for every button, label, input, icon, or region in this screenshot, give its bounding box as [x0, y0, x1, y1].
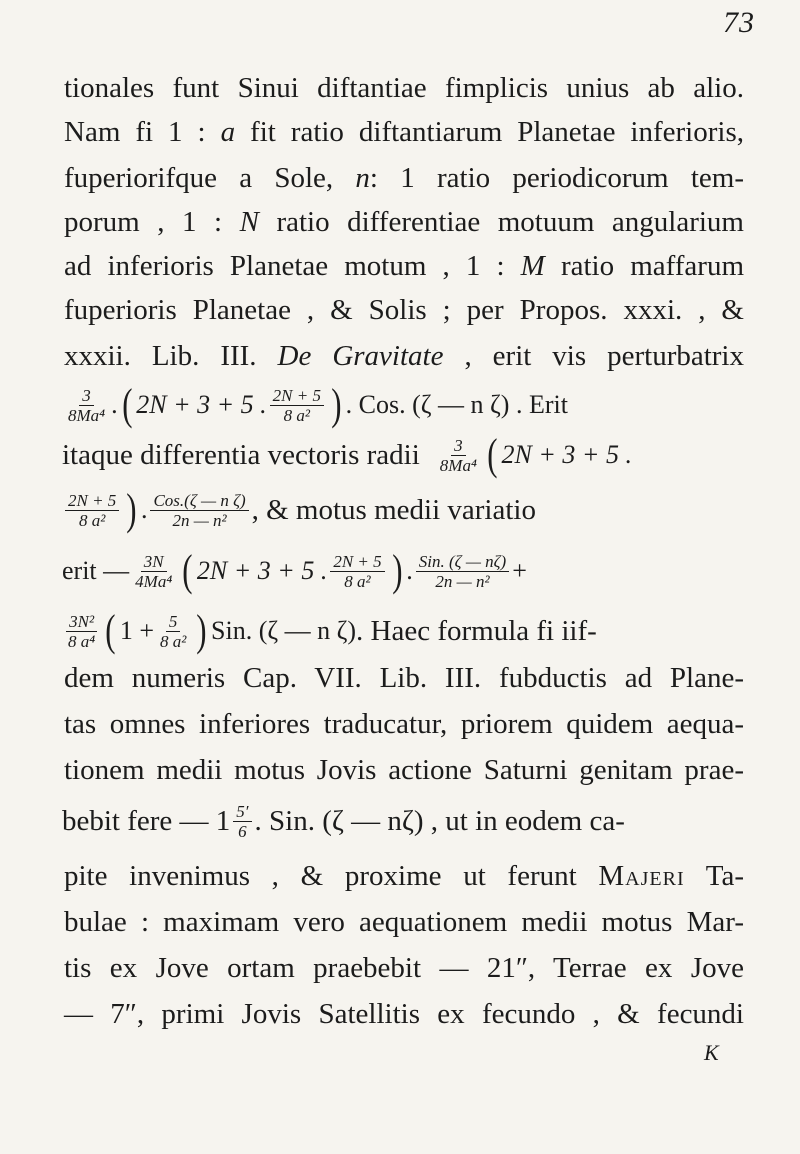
- numerator: Sin. (ζ — nζ): [416, 552, 509, 572]
- left-paren: (: [105, 606, 116, 655]
- text-span: Ta-: [684, 860, 744, 892]
- text-span: . Sin. (ζ — nζ) , ut in eodem ca-: [254, 804, 625, 837]
- text-line-3: [64, 160, 744, 196]
- numerator: 3: [451, 436, 466, 456]
- text-span: Nam fi 1 :: [64, 116, 221, 148]
- text-line-4: [64, 204, 744, 240]
- text-line-18: bulae : maximam vero aequationem medii motus Mar-: [64, 906, 744, 938]
- left-paren: (: [121, 380, 133, 429]
- denominator: 8Ma⁴: [439, 455, 477, 475]
- text-line-6: fuperioris Planetae , & Solis ; per Propos. xxxi. , &: [64, 294, 744, 326]
- text-span: porum , 1 :: [64, 206, 240, 238]
- fraction: [65, 612, 98, 651]
- author-name: Majeri: [598, 860, 685, 892]
- denominator: 8 a²: [344, 571, 371, 591]
- text-span: bebit fere — 1: [62, 804, 231, 837]
- text-span: pite invenimus , & proxime ut ferunt: [64, 860, 599, 892]
- denominator: 6: [238, 821, 247, 841]
- text-span: xxxii. Lib. III.: [64, 340, 278, 372]
- expression: 2N + 3 + 5 .: [136, 390, 267, 419]
- var-n: n: [355, 162, 370, 194]
- numerator: 2N + 5: [330, 552, 384, 572]
- var-N: N: [239, 206, 259, 238]
- var-M: M: [520, 250, 545, 282]
- text-line-19: tis ex Jove ortam praebebit — 21″, Terrae ex Jove: [64, 952, 744, 984]
- dot: .: [406, 556, 413, 585]
- text-span: fit ratio diftantiarum Planetae inferioris,: [235, 116, 744, 148]
- left-paren: (: [487, 430, 498, 479]
- text-span: itaque differentia vectoris radii: [62, 438, 420, 471]
- fraction: [157, 612, 189, 651]
- text-line-16: [62, 794, 752, 848]
- fraction: [132, 552, 175, 591]
- formula-line-5: [62, 606, 752, 656]
- numerator: 3: [79, 386, 94, 406]
- page-number: 73: [723, 6, 755, 39]
- text-line-17: [64, 858, 744, 894]
- text-line-14: tas omnes inferiores traducatur, priorem quidem aequa-: [64, 708, 744, 740]
- numerator: 5′: [233, 802, 251, 822]
- formula-line-1: [62, 382, 752, 428]
- text-span: . Haec formula fi iif-: [356, 614, 597, 647]
- dot: .: [140, 495, 148, 524]
- text-span: , & motus medii variatio: [251, 493, 536, 526]
- expression: . Cos. (ζ — n ζ) . Erit: [345, 390, 568, 419]
- denominator: 4Ma⁴: [135, 571, 173, 591]
- denominator: 2n — n²: [435, 571, 490, 591]
- var-a: a: [220, 116, 236, 148]
- right-paren: ): [126, 485, 137, 534]
- numerator: 2N + 5: [65, 491, 119, 511]
- numerator: 5: [166, 612, 181, 632]
- expression: 2N + 3 + 5 .: [196, 556, 328, 585]
- text-line-5: [64, 248, 744, 284]
- numerator: 2N + 5: [270, 386, 324, 406]
- text-span: ratio maffarum: [544, 250, 744, 282]
- book-title: De Gravitate: [277, 340, 444, 372]
- numerator: 3N²: [66, 612, 97, 632]
- left-paren: (: [182, 546, 193, 595]
- text-line-2: [64, 114, 744, 150]
- denominator: 2n — n²: [172, 510, 227, 530]
- fraction: [437, 436, 480, 475]
- right-paren: ): [391, 546, 403, 595]
- plus-sign: +: [512, 556, 527, 585]
- formula-line-3: [62, 484, 752, 536]
- text-line-13: dem numeris Cap. VII. Lib. III. fubductis ad Plane-: [64, 662, 744, 694]
- expression: Sin. (ζ — n ζ): [211, 616, 357, 645]
- formula-line-2: [62, 432, 752, 478]
- denominator: 8 a⁴: [68, 631, 96, 651]
- right-paren: ): [196, 606, 207, 655]
- expression: 1 +: [119, 616, 154, 645]
- text-span: erit —: [62, 556, 130, 585]
- formula-line-4: [62, 546, 752, 596]
- denominator: 8 a²: [283, 405, 310, 425]
- dot: .: [111, 390, 118, 419]
- numerator: 3N: [141, 552, 167, 572]
- fraction: [270, 386, 324, 425]
- text-span: : 1 ratio periodicorum tem-: [369, 162, 744, 194]
- fraction: [65, 491, 119, 530]
- fraction: [65, 386, 108, 425]
- fraction: [233, 802, 251, 841]
- catchword: K: [704, 1040, 719, 1065]
- denominator: 8 a²: [160, 631, 187, 651]
- text-line-20: — 7″, primi Jovis Satellitis ex fecundo , & fecundi: [64, 998, 744, 1030]
- denominator: 8 a²: [78, 510, 106, 530]
- text-line-1: tionales funt Sinui diftantiae fimplicis unius ab alio.: [64, 72, 744, 104]
- denominator: 8Ma⁴: [68, 405, 106, 425]
- text-line-15: tionem medii motus Jovis actione Saturni genitam prae-: [64, 754, 744, 786]
- expression: 2N + 3 + 5 .: [501, 440, 632, 469]
- numerator: Cos.(ζ — n ζ): [150, 491, 248, 511]
- text-span: , erit vis perturbatrix: [443, 340, 744, 372]
- text-line-7: [64, 338, 744, 374]
- text-span: fuperiorifque a Sole,: [64, 162, 356, 194]
- fraction: [330, 552, 384, 591]
- fraction: [150, 491, 248, 530]
- fraction: [416, 552, 509, 591]
- text-span: ratio differentiae motuum angularium: [258, 206, 744, 238]
- right-paren: ): [331, 380, 342, 429]
- text-span: ad inferioris Planetae motum , 1 :: [64, 250, 521, 282]
